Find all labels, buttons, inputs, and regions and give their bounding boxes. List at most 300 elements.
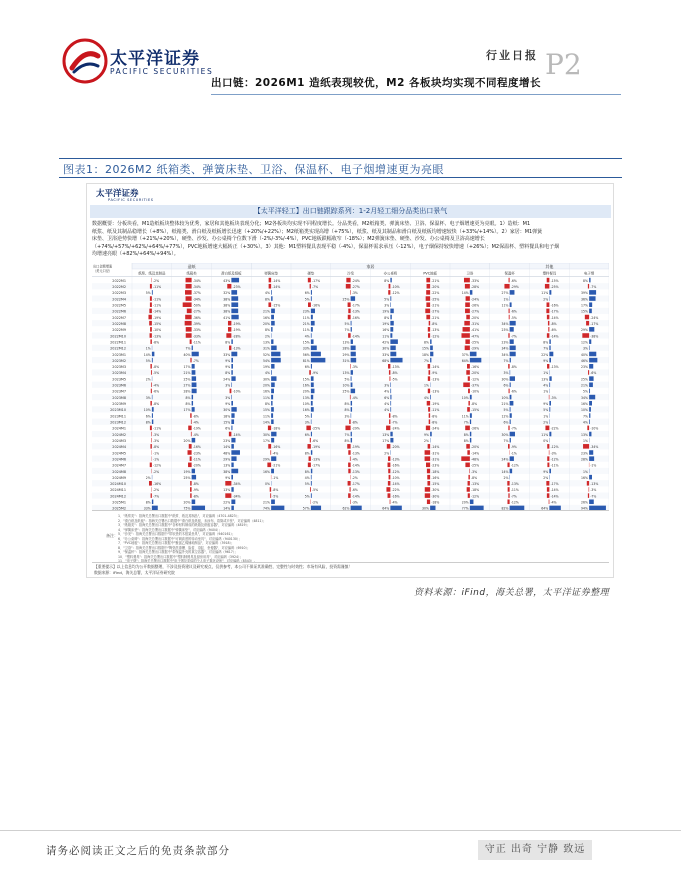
cell-value: 3%: [304, 420, 310, 425]
data-bar: [589, 339, 591, 344]
cell-value: -27%: [471, 309, 480, 314]
data-bar: [311, 493, 312, 498]
data-bar: [390, 382, 391, 387]
data-bar: [150, 401, 151, 406]
column-header: PVC地板: [423, 271, 437, 276]
cell-value: 16%: [581, 475, 588, 480]
cell-value: -15%: [153, 321, 162, 326]
cell-value: -28%: [471, 285, 480, 290]
data-bar: [461, 456, 470, 461]
data-bar: [271, 407, 274, 412]
cell-value: 74%: [263, 506, 270, 511]
cell-value: -10%: [391, 475, 400, 480]
data-bar: [311, 401, 313, 406]
cell-value: -8%: [431, 414, 438, 419]
data-bar: [389, 370, 390, 375]
data-bar: [390, 407, 391, 412]
cell-value: 1%: [145, 346, 151, 351]
cell-value: -19%: [192, 426, 201, 431]
data-bar: [311, 315, 313, 320]
cell-value: 8%: [583, 278, 588, 283]
data-bar: [192, 346, 193, 351]
data-bar: [311, 407, 314, 412]
cell-value: 5%: [145, 291, 151, 296]
cell-value: -7%: [391, 420, 398, 425]
disclaimer-text: 【重要提示】以上信息均为公开数据整理，不涉及投资建议及研究观点，仅供参考，本公司不保证其准确性、完整性与时效性；市场有风险，投资需谨慎！: [94, 564, 353, 569]
data-bar: [464, 278, 470, 283]
cell-value: 30%: [501, 432, 509, 437]
cell-value: 4%: [384, 402, 390, 407]
cell-value: 30%: [501, 377, 509, 382]
cell-value: -20%: [471, 371, 480, 376]
data-bar: [466, 315, 470, 320]
data-bar: [582, 333, 589, 338]
cell-value: 5%: [344, 321, 350, 326]
data-bar: [390, 321, 393, 326]
data-bar: [186, 296, 192, 301]
cell-value: 4%: [424, 395, 429, 400]
cell-value: -25%: [550, 285, 559, 290]
row-month-label: 2023M5: [112, 377, 126, 382]
cell-value: -16%: [153, 482, 162, 487]
cell-value: -17%: [550, 309, 559, 314]
row-month-label: 2025M2: [112, 506, 126, 511]
row-month-label: 2024M11: [110, 488, 126, 493]
cell-value: -14%: [550, 315, 559, 320]
data-bar: [271, 315, 274, 320]
cell-value: -23%: [232, 285, 241, 290]
data-bar: [231, 456, 236, 461]
cell-value: -16%: [192, 445, 201, 450]
cell-value: -8%: [153, 365, 160, 370]
cell-value: -15%: [550, 278, 559, 283]
cell-value: 7%: [503, 438, 509, 443]
data-bar: [311, 321, 315, 326]
data-bar: [549, 339, 550, 344]
cell-value: 24%: [501, 457, 509, 462]
data-bar: [507, 481, 509, 486]
data-bar: [508, 444, 510, 449]
cell-value: -19%: [351, 445, 360, 450]
cell-value: -24%: [431, 426, 440, 431]
cell-value: -6%: [510, 278, 517, 283]
cell-value: -19%: [232, 321, 241, 326]
row-month-label: 2023M6: [112, 383, 126, 388]
data-bar: [547, 278, 550, 283]
cell-value: -4%: [550, 500, 557, 505]
data-bar: [426, 296, 430, 301]
data-bar: [271, 389, 274, 394]
cell-value: 7%: [503, 358, 509, 363]
cell-value: -2%: [312, 500, 319, 505]
data-source-text: 数据来源：iFind，海关总署，太平洋证券研究院: [94, 570, 175, 575]
data-bar: [348, 309, 350, 314]
data-bar: [225, 493, 231, 498]
data-bar: [311, 352, 321, 357]
cell-value: 13%: [223, 463, 231, 468]
cell-value: -17%: [312, 463, 321, 468]
data-bar: [226, 333, 231, 338]
cell-value: -8%: [272, 488, 279, 493]
cell-value: 4%: [384, 408, 390, 413]
data-bar: [589, 389, 590, 394]
cell-value: 11%: [263, 414, 270, 419]
cell-value: -17%: [550, 482, 559, 487]
cell-value: 21%: [183, 371, 191, 376]
data-bar: [271, 290, 272, 295]
data-bar: [549, 499, 550, 504]
data-bar: [549, 358, 551, 363]
cell-value: -9%: [431, 371, 438, 376]
cell-value: -13%: [351, 469, 360, 474]
data-bar: [428, 444, 431, 449]
cell-value: 8%: [145, 500, 151, 505]
cell-value: -27%: [351, 285, 360, 290]
data-bar: [231, 407, 236, 412]
cell-value: -17%: [312, 278, 321, 283]
column-header: 硬垫: [307, 271, 315, 276]
cell-value: 2%: [384, 451, 390, 456]
row-stripe: [92, 357, 609, 363]
cell-value: -14%: [153, 309, 162, 314]
cell-value: -23%: [192, 451, 201, 456]
data-bar: [351, 407, 352, 412]
data-bar: [470, 395, 472, 400]
cell-value: 57%: [302, 506, 310, 511]
data-bar: [271, 321, 275, 326]
cell-value: 17%: [183, 365, 191, 370]
data-bar: [231, 382, 232, 387]
cell-value: -1%: [153, 451, 160, 456]
data-bar: [268, 426, 271, 431]
cell-value: -5%: [272, 494, 279, 499]
cell-value: 8%: [344, 438, 350, 443]
cell-value: 4%: [265, 291, 270, 296]
cell-value: 8%: [463, 438, 469, 443]
cell-value: 16%: [263, 315, 270, 320]
cell-value: 8%: [225, 371, 231, 376]
data-bar: [390, 346, 395, 351]
data-bar: [231, 450, 240, 455]
cell-value: 7%: [424, 358, 429, 363]
cell-value: -18%: [431, 500, 440, 505]
row-month-label: 2022M2: [112, 285, 126, 290]
cell-value: -13%: [391, 457, 400, 462]
data-bar: [508, 333, 509, 338]
note-line: 1、"纸浆类"：指海关总署出口数据中"纸浆、纸及其制品"，对应编码（4701-4823）；: [118, 514, 241, 518]
cell-value: -13%: [232, 346, 241, 351]
data-bar: [348, 463, 351, 468]
cell-value: -13%: [431, 389, 440, 394]
cell-value: -8%: [192, 482, 199, 487]
column-header: 纸箱类: [186, 271, 197, 276]
cell-value: -6%: [312, 438, 319, 443]
cell-value: -11%: [431, 408, 440, 413]
data-bar: [510, 321, 516, 326]
data-bar: [311, 296, 312, 301]
data-bar: [430, 346, 433, 351]
data-bar: [231, 370, 232, 375]
data-bar: [192, 499, 196, 504]
cell-value: 11%: [501, 303, 509, 308]
row-month-label: 2023M3: [112, 365, 126, 370]
cell-value: -7%: [590, 285, 597, 290]
cell-value: 38%: [223, 297, 231, 302]
figure-panel-title: 【太平洋轻工】出口链跟踪系列：1-2月轻工细分品类出口景气: [90, 205, 611, 218]
data-bar: [428, 327, 430, 332]
data-bar: [545, 284, 549, 289]
data-bar: [188, 450, 192, 455]
cell-value: 10%: [342, 383, 350, 388]
data-bar: [548, 327, 549, 332]
cell-value: -3%: [351, 291, 358, 296]
data-bar: [465, 346, 470, 351]
data-bar: [309, 456, 311, 461]
cell-value: 5%: [304, 414, 310, 419]
note-line: 10、"塑料餐具"：指海关总署出口数据中"塑料制餐具及厨房用具"，对应编码（3924）；: [118, 554, 243, 559]
data-bar: [152, 352, 155, 357]
row-month-label: 2023M4: [112, 371, 126, 376]
cell-value: -36%: [192, 315, 201, 320]
cell-value: 8%: [424, 340, 429, 345]
cell-value: -31%: [471, 321, 480, 326]
row-month-label: 2024M10: [110, 482, 126, 487]
cell-value: 7%: [185, 346, 191, 351]
data-bar: [231, 426, 232, 431]
cell-value: 0%: [543, 438, 549, 443]
data-bar: [589, 499, 594, 504]
cell-value: 21%: [263, 500, 270, 505]
cell-value: -3%: [590, 488, 597, 493]
cell-value: 13%: [263, 340, 270, 345]
cell-value: -8%: [153, 445, 160, 450]
cell-value: -13%: [471, 482, 480, 487]
cell-value: -13%: [351, 451, 360, 456]
pacific-securities-logo-icon: [62, 38, 108, 84]
cell-value: 23%: [501, 328, 509, 333]
data-bar: [271, 327, 272, 332]
data-bar: [228, 327, 231, 332]
data-bar: [387, 444, 391, 449]
cell-value: -14%: [351, 463, 360, 468]
cell-value: 25%: [342, 297, 350, 302]
cell-value: -3%: [471, 469, 478, 474]
data-bar: [468, 389, 470, 394]
cell-value: 5%: [304, 297, 310, 302]
data-bar: [152, 407, 154, 412]
cell-value: -8%: [153, 340, 160, 345]
cell-value: 54%: [263, 358, 270, 363]
desc-line: 数据概要：分板块看，M1造纸板块整体较为优秀，家居和其他板块表现分化；M2各板块均实现不同程度增长。分品类看，M2纸箱类、弹簧床垫、卫浴、保温杯、电子烟增速更为亮眼。1）造纸：M1: [92, 221, 531, 227]
data-bar: [190, 456, 192, 461]
cell-value: 16%: [263, 469, 270, 474]
data-bar: [549, 346, 550, 351]
data-bar: [425, 456, 431, 461]
cell-value: 9%: [225, 365, 231, 370]
data-bar: [466, 296, 470, 301]
cell-value: 7%: [344, 328, 350, 333]
cell-value: 8%: [304, 451, 310, 456]
data-bar: [389, 419, 390, 424]
data-bar: [465, 302, 470, 307]
cell-value: 14%: [461, 291, 469, 296]
cell-value: 5%: [344, 377, 350, 382]
data-bar: [547, 456, 549, 461]
cell-value: 16%: [302, 383, 310, 388]
cell-value: 9%: [225, 402, 231, 407]
row-month-label: 2024M12: [110, 494, 126, 499]
cell-value: -5%: [510, 315, 517, 320]
data-bar: [269, 284, 272, 289]
data-bar: [589, 382, 593, 387]
data-bar: [150, 339, 151, 344]
data-bar: [548, 321, 549, 326]
data-bar: [510, 432, 515, 437]
data-bar: [311, 364, 312, 369]
data-bar: [311, 358, 325, 363]
cell-value: 5%: [145, 358, 151, 363]
data-bar: [231, 499, 235, 504]
cell-value: -29%: [471, 346, 480, 351]
data-bar: [311, 327, 313, 332]
row-month-label: 2024M2: [112, 432, 126, 437]
desc-line: 纸浆、纸及其制品稳增长（+8%），纸箱类、滑白纸及纸板增长迅速（+20%/+22%）；M2纸箱类实现高增（+75%），纸浆、纸及其制品和滑白纸及纸板均增速较快（+33%/+14%）。2）家居：M1弹簧: [92, 228, 543, 235]
row-month-label: 2023M1: [112, 352, 126, 357]
cell-value: -37%: [192, 291, 201, 296]
cell-value: 94%: [581, 506, 588, 511]
data-bar: [588, 493, 589, 498]
data-bar: [589, 327, 594, 332]
row-month-label: 2022M10: [110, 334, 126, 339]
cell-value: 8%: [543, 340, 549, 345]
data-bar: [271, 382, 275, 387]
cell-value: -7%: [153, 494, 160, 499]
cell-value: -1%: [510, 451, 517, 456]
data-bar: [231, 413, 234, 418]
data-bar: [150, 296, 152, 301]
column-header: 保温杯: [504, 271, 515, 276]
column-header: 卫浴: [466, 271, 474, 276]
cell-value: 2%: [543, 475, 549, 480]
cell-value: -13%: [590, 482, 599, 487]
cell-value: -8%: [510, 365, 517, 370]
data-bar: [549, 290, 551, 295]
cell-value: -13%: [431, 377, 440, 382]
cell-value: -37%: [471, 383, 480, 388]
data-bar: [310, 438, 311, 443]
cell-value: -13%: [153, 334, 162, 339]
cell-value: -18%: [272, 426, 281, 431]
data-bar: [510, 401, 514, 406]
data-bar: [510, 327, 514, 332]
data-bar: [388, 456, 390, 461]
data-bar: [466, 444, 470, 449]
cell-value: -26%: [471, 426, 480, 431]
data-bar: [388, 364, 390, 369]
cell-value: 30%: [263, 432, 270, 437]
cell-value: -7%: [510, 494, 517, 499]
cell-value: 6%: [145, 414, 151, 419]
data-bar: [350, 456, 351, 461]
data-bar: [150, 364, 151, 369]
cell-value: -12%: [550, 445, 559, 450]
data-bar: [461, 333, 469, 338]
data-bar: [547, 444, 549, 449]
cell-value: 29%: [223, 457, 231, 462]
data-bar: [390, 395, 391, 400]
cell-value: 8%: [384, 315, 390, 320]
data-bar: [192, 438, 196, 443]
data-bar: [465, 426, 470, 431]
data-bar: [271, 376, 276, 381]
corner-label: 出口金额增速: [93, 264, 113, 269]
note-line: 9、"保温杯"：指海关总署出口数据中"带保温外壳的真空容器"，对应编码（9617）；: [118, 550, 238, 554]
cell-value: -12%: [153, 463, 162, 468]
data-bar: [231, 395, 232, 400]
data-bar: [547, 493, 550, 498]
data-bar: [231, 339, 232, 344]
cell-value: -12%: [510, 500, 519, 505]
cell-value: -8%: [391, 371, 398, 376]
data-bar: [151, 382, 152, 387]
data-bar: [271, 456, 276, 461]
cell-value: -12%: [471, 494, 480, 499]
data-bar: [428, 376, 430, 381]
data-bar: [150, 333, 152, 338]
data-bar: [271, 296, 272, 301]
cell-value: -6%: [153, 389, 160, 394]
cell-value: -14%: [351, 334, 360, 339]
data-bar: [192, 382, 197, 387]
data-bar: [271, 395, 273, 400]
footer-divider: [0, 830, 681, 831]
data-bar: [186, 284, 192, 289]
cell-value: 77%: [461, 506, 469, 511]
data-bar: [589, 296, 595, 301]
cell-value: -13%: [391, 365, 400, 370]
section-label: 其他: [545, 263, 554, 269]
cell-value: -8%: [351, 420, 358, 425]
data-bar: [270, 450, 271, 455]
cell-value: -6%: [510, 389, 517, 394]
data-bar: [390, 358, 402, 363]
cell-value: 6%: [304, 291, 310, 296]
data-bar: [231, 290, 237, 295]
section-label: 造纸: [187, 263, 196, 269]
data-bar: [311, 376, 314, 381]
data-bar: [510, 419, 511, 424]
cell-value: 11%: [263, 395, 270, 400]
data-bar: [470, 358, 481, 363]
data-bar: [427, 475, 430, 480]
data-bar: [390, 315, 391, 320]
cell-value: 25%: [183, 475, 191, 480]
row-month-label: 2022M7: [112, 315, 126, 320]
data-bar: [185, 290, 192, 295]
data-bar: [350, 395, 351, 400]
cell-value: -8%: [192, 414, 199, 419]
cell-value: -15%: [272, 303, 281, 308]
cell-value: -6%: [351, 488, 358, 493]
data-bar: [185, 315, 191, 320]
data-bar: [151, 493, 152, 498]
cell-value: -12%: [471, 377, 480, 382]
row-month-label: 2024M8: [112, 469, 126, 474]
cell-value: 2%: [145, 475, 151, 480]
cell-value: 11%: [541, 432, 549, 437]
data-bar: [427, 401, 430, 406]
cell-value: 23%: [302, 309, 310, 314]
